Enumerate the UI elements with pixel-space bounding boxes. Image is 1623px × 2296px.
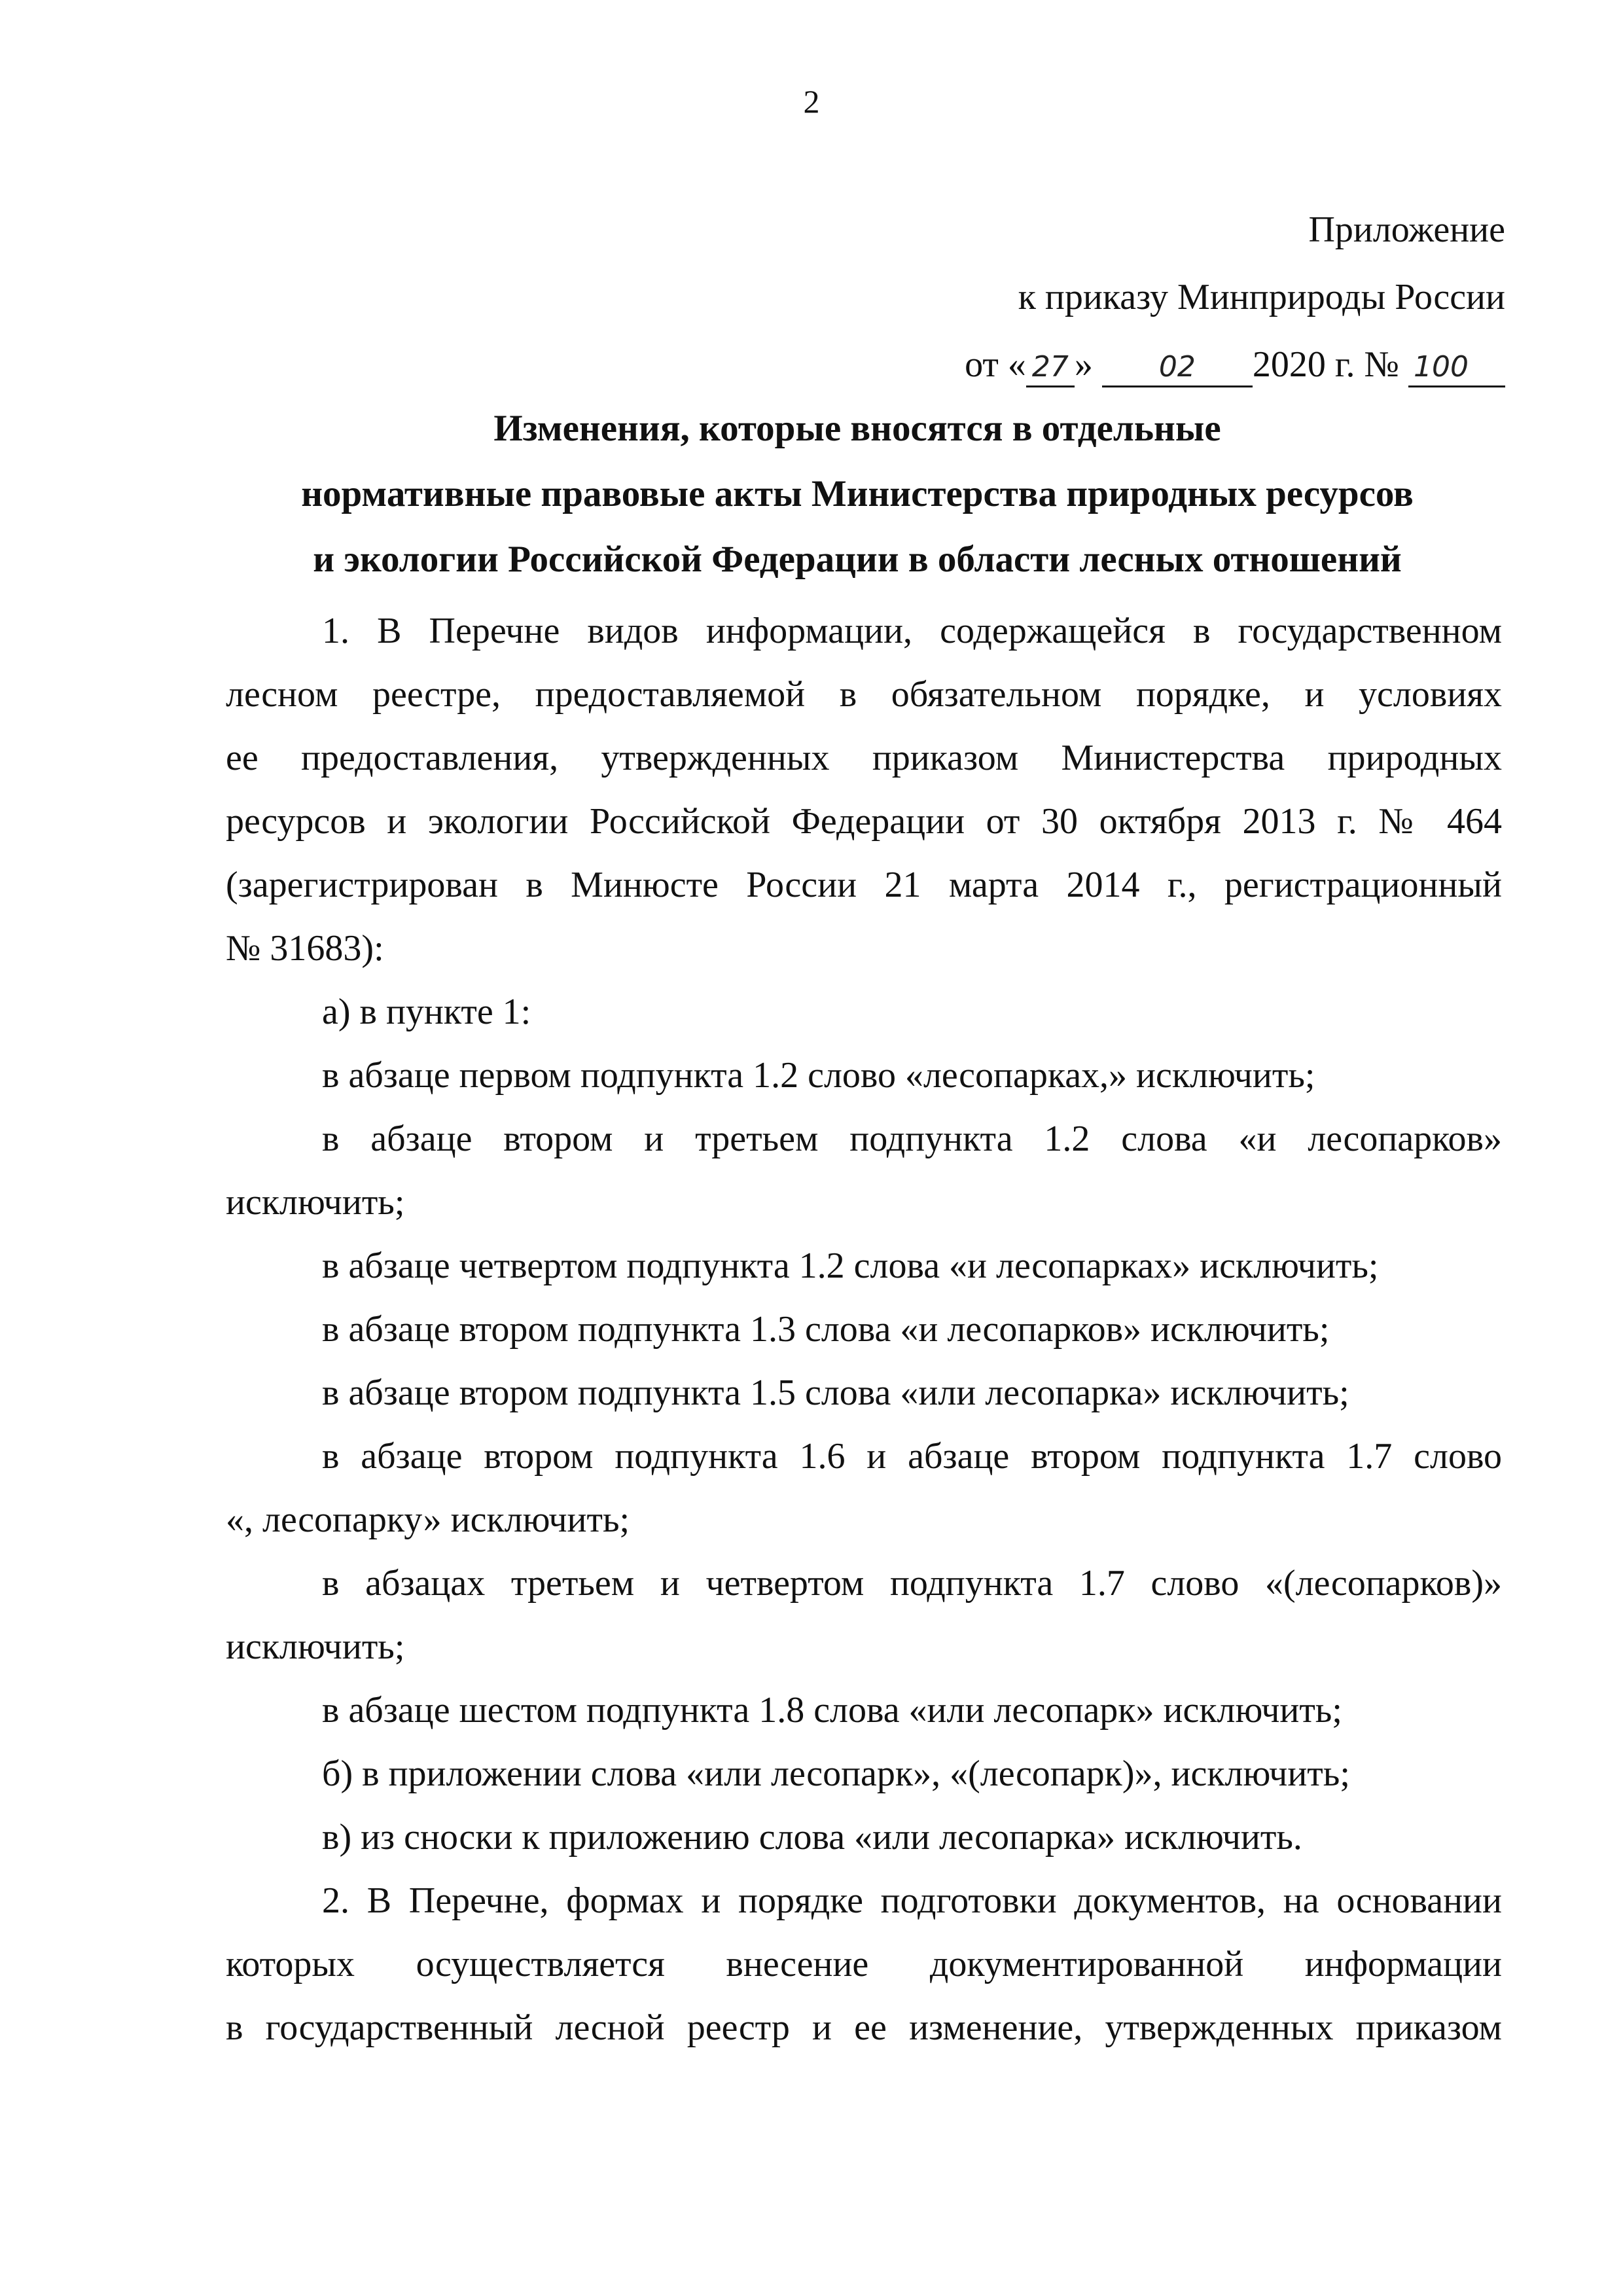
item-a-3: в абзаце четвертом подпункта 1.2 слова «и лесопарках» исключить; bbox=[322, 1246, 1379, 1286]
paragraph-2 bbox=[226, 1869, 1502, 2060]
item-b: б) в приложении слова «или лесопарк», «(лесопарк)», исключить; bbox=[322, 1753, 1350, 1794]
title-line: и экологии Российской Федерации в области лесных отношений bbox=[313, 539, 1402, 580]
item-a-2 bbox=[226, 1107, 1502, 1234]
item-c: в) из сноски к приложению слова «или лесопарка» исключить. bbox=[322, 1817, 1302, 1857]
text-line: «, лесопарку» исключить; bbox=[226, 1499, 630, 1540]
date-prefix: от « bbox=[965, 344, 1026, 385]
text-line: в абзаце втором и третьем подпункта 1.2 слова «и лесопарков» bbox=[322, 1119, 1502, 1159]
handwritten-day: 27 bbox=[1026, 349, 1075, 387]
text-line: в абзаце втором подпункта 1.6 и абзаце втором подпункта 1.7 слово bbox=[322, 1436, 1502, 1477]
paragraph-1 bbox=[226, 600, 1502, 980]
item-a: а) в пункте 1: bbox=[322, 992, 531, 1032]
date-mid: » bbox=[1074, 344, 1093, 385]
text-line: ресурсов и экологии Российской Федерации от 30 октября 2013 г. № 464 bbox=[226, 801, 1502, 842]
appendix-header bbox=[965, 196, 1505, 399]
text-line: лесном реестре, предоставляемой в обязательном порядке, и условиях bbox=[226, 674, 1502, 715]
handwritten-order-number: 100 bbox=[1408, 349, 1505, 387]
item-a-7 bbox=[226, 1552, 1502, 1679]
appendix-order-ref: к приказу Минприроды России bbox=[1018, 277, 1505, 317]
appendix-date-line bbox=[965, 331, 1505, 399]
title-line: Изменения, которые вносятся в отдельные bbox=[493, 408, 1221, 449]
item-a-6 bbox=[226, 1425, 1502, 1552]
text-line: (зарегистрирован в Минюсте России 21 марта 2014 г., регистрационный bbox=[226, 865, 1502, 905]
item-a-5: в абзаце втором подпункта 1.5 слова «или лесопарка» исключить; bbox=[322, 1372, 1349, 1413]
item-a-1: в абзаце первом подпункта 1.2 слово «лесопарках,» исключить; bbox=[322, 1055, 1315, 1096]
appendix-label: Приложение bbox=[1308, 209, 1505, 250]
year-text: 2020 г. № bbox=[1252, 344, 1399, 385]
text-line: № 31683): bbox=[226, 928, 384, 969]
item-a-4: в абзаце втором подпункта 1.3 слова «и лесопарков» исключить; bbox=[322, 1309, 1330, 1350]
item-a-8: в абзаце шестом подпункта 1.8 слова «или лесопарк» исключить; bbox=[322, 1690, 1342, 1731]
text-line: 2. В Перечне, формах и порядке подготовки документов, на основании bbox=[322, 1880, 1502, 1921]
text-line: которых осуществляется внесение документированной информации bbox=[226, 1944, 1502, 1984]
text-line: исключить; bbox=[226, 1626, 405, 1667]
title-line: нормативные правовые акты Министерства природных ресурсов bbox=[301, 473, 1414, 514]
text-line: в абзацах третьем и четвертом подпункта 1.7 слово «(лесопарков)» bbox=[322, 1563, 1502, 1604]
document-title bbox=[216, 396, 1499, 592]
text-line: исключить; bbox=[226, 1182, 405, 1223]
page-number: 2 bbox=[803, 83, 820, 120]
document-body bbox=[226, 600, 1502, 2060]
text-line: ее предоставления, утвержденных приказом Министерства природных bbox=[226, 738, 1502, 778]
handwritten-month: 02 bbox=[1102, 349, 1253, 387]
text-line: 1. В Перечне видов информации, содержащейся в государственном bbox=[322, 611, 1502, 651]
text-line: в государственный лесной реестр и ее изменение, утвержденных приказом bbox=[226, 2007, 1502, 2048]
